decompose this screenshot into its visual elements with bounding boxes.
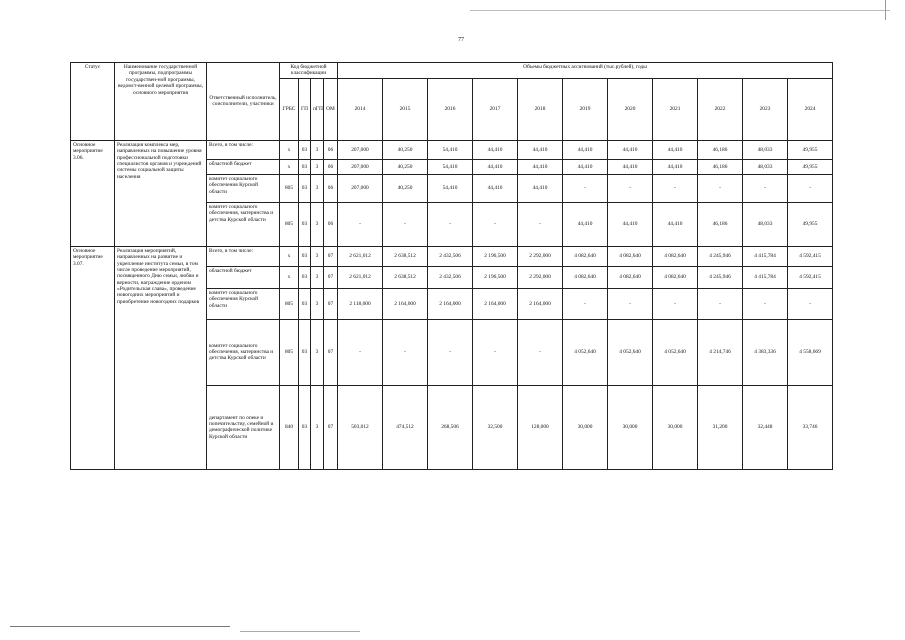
budget-volume-header: Объемы бюджетных ассигнований (тыс.рублей), годы (338, 63, 833, 79)
responsible-cell: областной бюджет (207, 266, 280, 288)
value-cell: 4 052,640 (608, 319, 653, 385)
value-cell: 46,186 (698, 202, 743, 246)
value-cell: 32,448 (743, 385, 788, 469)
code-cell: 3 (311, 385, 324, 469)
scan-artifact-line (10, 626, 230, 627)
value-cell: 2 638,512 (383, 266, 428, 288)
code-cell: 3 (311, 140, 324, 159)
value-cell: 4 592,415 (788, 246, 833, 266)
value-cell: 44,410 (608, 202, 653, 246)
responsible-cell: Всего, в том числе: (207, 246, 280, 266)
value-cell: - (338, 202, 383, 246)
value-cell: 2 164,000 (518, 288, 563, 319)
year-header: 2015 (383, 78, 428, 140)
value-cell: 2 638,512 (383, 246, 428, 266)
responsible-cell: областной бюджет (207, 159, 280, 174)
value-cell: - (563, 174, 608, 202)
year-header: 2018 (518, 78, 563, 140)
code-cell: 07 (324, 385, 338, 469)
responsible-header: Ответственный исполнитель, соисполнители, участники (207, 63, 280, 141)
value-cell: 4 052,640 (563, 319, 608, 385)
value-cell: 44,410 (653, 202, 698, 246)
code-cell: х (280, 159, 299, 174)
value-cell: 2 164,000 (383, 288, 428, 319)
status-cell: Основное мероприятие 3.06. (71, 140, 115, 246)
value-cell: - (743, 288, 788, 319)
code-cell: 03 (299, 159, 311, 174)
responsible-cell: комитет социального обеспечения Курской области (207, 288, 280, 319)
value-cell: - (518, 202, 563, 246)
value-cell: 2 621,012 (338, 246, 383, 266)
value-cell: 49,955 (788, 140, 833, 159)
value-cell: - (653, 288, 698, 319)
value-cell: 4 592,415 (788, 266, 833, 288)
value-cell: 46,186 (698, 140, 743, 159)
value-cell: - (608, 288, 653, 319)
value-cell: 4 082,640 (608, 266, 653, 288)
table-row (71, 140, 833, 159)
value-cell: 44,410 (473, 140, 518, 159)
value-cell: 4 383,336 (743, 319, 788, 385)
code-cell: 06 (324, 140, 338, 159)
value-cell: 2 164,000 (473, 288, 518, 319)
code-cell: 07 (324, 319, 338, 385)
value-cell: 44,410 (563, 140, 608, 159)
code-cell: 03 (299, 202, 311, 246)
value-cell: 207,000 (338, 159, 383, 174)
value-cell: 33,746 (788, 385, 833, 469)
value-cell: 48,033 (743, 140, 788, 159)
code-col-grbs: ГРБС (280, 78, 299, 140)
program-name-cell: Реализация комплекса мер, направленных на повышение уровня профессиональной подготовки специалистов органов и учреждений системы социальной защиты населения (115, 140, 207, 246)
responsible-cell: Всего, в том числе: (207, 140, 280, 159)
value-cell: 2 118,000 (338, 288, 383, 319)
page-number: 77 (458, 37, 464, 43)
responsible-cell: департамент по опеке и попечительству, семейной и демографической политике Курской области (207, 385, 280, 469)
code-cell: х (280, 246, 299, 266)
code-cell: 06 (324, 202, 338, 246)
year-header: 2024 (788, 78, 833, 140)
year-header: 2020 (608, 78, 653, 140)
value-cell: 44,410 (473, 159, 518, 174)
value-cell: 49,955 (788, 159, 833, 174)
value-cell: 44,410 (563, 202, 608, 246)
code-cell: 03 (299, 174, 311, 202)
code-cell: 07 (324, 246, 338, 266)
value-cell: 44,410 (653, 159, 698, 174)
value-cell: 44,410 (518, 174, 563, 202)
year-header: 2022 (698, 78, 743, 140)
code-cell: 805 (280, 202, 299, 246)
value-cell: - (608, 174, 653, 202)
value-cell: 207,000 (338, 174, 383, 202)
year-header: 2021 (653, 78, 698, 140)
value-cell: 30,000 (653, 385, 698, 469)
code-cell: 805 (280, 174, 299, 202)
value-cell: - (473, 319, 518, 385)
program-name-cell: Реализация мероприятий, направленных на развитие и укрепление института семьи, в том числе проведение мероприятий, посвященного Дню семьи, любви и верности, награждение орденом «Родительская слава», проведение новогодних мероприятий и приобретение новогодних подарков (115, 246, 207, 469)
code-cell: 07 (324, 266, 338, 288)
value-cell: 54,410 (428, 174, 473, 202)
code-cell: 03 (299, 266, 311, 288)
code-cell: 3 (311, 174, 324, 202)
code-cell: 03 (299, 319, 311, 385)
value-cell: 4 245,946 (698, 246, 743, 266)
code-cell: 3 (311, 202, 324, 246)
value-cell: 4 415,784 (743, 246, 788, 266)
value-cell: 44,410 (608, 140, 653, 159)
value-cell: 2 196,500 (473, 246, 518, 266)
value-cell: - (383, 202, 428, 246)
value-cell: 2 432,506 (428, 246, 473, 266)
budget-code-header: Код бюджетной классификации (280, 63, 338, 79)
scan-artifact-line (470, 10, 890, 11)
code-cell: 805 (280, 319, 299, 385)
value-cell: 2 164,000 (428, 288, 473, 319)
value-cell: 4 052,640 (653, 319, 698, 385)
code-cell: х (280, 266, 299, 288)
value-cell: 268,506 (428, 385, 473, 469)
value-cell: 46,186 (698, 159, 743, 174)
year-header: 2017 (473, 78, 518, 140)
code-col-om: ОМ (324, 78, 338, 140)
value-cell: 4 082,640 (653, 246, 698, 266)
value-cell: 54,410 (428, 159, 473, 174)
value-cell: - (473, 202, 518, 246)
value-cell: 44,410 (518, 140, 563, 159)
value-cell: 44,410 (473, 174, 518, 202)
value-cell: - (428, 319, 473, 385)
value-cell: 49,955 (788, 202, 833, 246)
value-cell: - (518, 319, 563, 385)
value-cell: 4 415,784 (743, 266, 788, 288)
value-cell: - (698, 174, 743, 202)
code-cell: 03 (299, 385, 311, 469)
code-cell: 3 (311, 246, 324, 266)
year-header: 2016 (428, 78, 473, 140)
status-header: Статус (71, 63, 115, 141)
value-cell: 44,410 (563, 159, 608, 174)
value-cell: 2 292,000 (518, 246, 563, 266)
value-cell: 4 558,669 (788, 319, 833, 385)
code-cell: 805 (280, 288, 299, 319)
value-cell: 2 196,500 (473, 266, 518, 288)
value-cell: 128,000 (518, 385, 563, 469)
value-cell: 44,410 (518, 159, 563, 174)
value-cell: - (698, 288, 743, 319)
value-cell: - (653, 174, 698, 202)
budget-allocation-table (70, 62, 833, 470)
code-cell: 840 (280, 385, 299, 469)
program-name-header: Наименование государственной программы, подпрограммы государствен-ной программы, ведомст-венной целевой программы, основного мероприятия (115, 63, 207, 141)
value-cell: - (338, 319, 383, 385)
year-header: 2023 (743, 78, 788, 140)
value-cell: 207,000 (338, 140, 383, 159)
value-cell: 30,000 (608, 385, 653, 469)
code-cell: 3 (311, 288, 324, 319)
status-cell: Основное мероприятие 3.07. (71, 246, 115, 469)
value-cell: 2 432,506 (428, 266, 473, 288)
value-cell: 44,410 (608, 159, 653, 174)
code-col-pgp: пГП (311, 78, 324, 140)
value-cell: 44,410 (653, 140, 698, 159)
code-cell: 3 (311, 159, 324, 174)
value-cell: 4 082,640 (653, 266, 698, 288)
scan-artifact-line (240, 631, 360, 632)
value-cell: 2 621,012 (338, 266, 383, 288)
value-cell: - (563, 288, 608, 319)
year-header: 2014 (338, 78, 383, 140)
value-cell: 4 082,640 (563, 246, 608, 266)
code-cell: х (280, 140, 299, 159)
value-cell: 4 214,746 (698, 319, 743, 385)
value-cell: 4 082,640 (563, 266, 608, 288)
responsible-cell: комитет социального обеспечения, материнства и детства Курской области (207, 202, 280, 246)
code-cell: 03 (299, 288, 311, 319)
value-cell: 503,012 (338, 385, 383, 469)
code-cell: 06 (324, 159, 338, 174)
value-cell: 31,200 (698, 385, 743, 469)
value-cell: 40,250 (383, 140, 428, 159)
scan-artifact-edge (885, 0, 886, 20)
value-cell: - (743, 174, 788, 202)
value-cell: 54,410 (428, 140, 473, 159)
code-col-gp: ГП (299, 78, 311, 140)
value-cell: 4 082,640 (608, 246, 653, 266)
code-cell: 03 (299, 140, 311, 159)
value-cell: - (428, 202, 473, 246)
value-cell: 48,033 (743, 159, 788, 174)
code-cell: 3 (311, 319, 324, 385)
value-cell: - (788, 174, 833, 202)
value-cell: - (383, 319, 428, 385)
value-cell: 48,033 (743, 202, 788, 246)
code-cell: 3 (311, 266, 324, 288)
year-header: 2019 (563, 78, 608, 140)
code-cell: 06 (324, 174, 338, 202)
value-cell: 32,500 (473, 385, 518, 469)
code-cell: 07 (324, 288, 338, 319)
responsible-cell: комитет социального обеспечения, материнства и детства Курской области (207, 319, 280, 385)
value-cell: 2 292,000 (518, 266, 563, 288)
value-cell: 40,250 (383, 159, 428, 174)
table-row (71, 246, 833, 266)
value-cell: 40,250 (383, 174, 428, 202)
code-cell: 03 (299, 246, 311, 266)
value-cell: - (788, 288, 833, 319)
value-cell: 30,000 (563, 385, 608, 469)
value-cell: 4 245,946 (698, 266, 743, 288)
responsible-cell: комитет социального обеспечения Курской области (207, 174, 280, 202)
value-cell: 474,512 (383, 385, 428, 469)
